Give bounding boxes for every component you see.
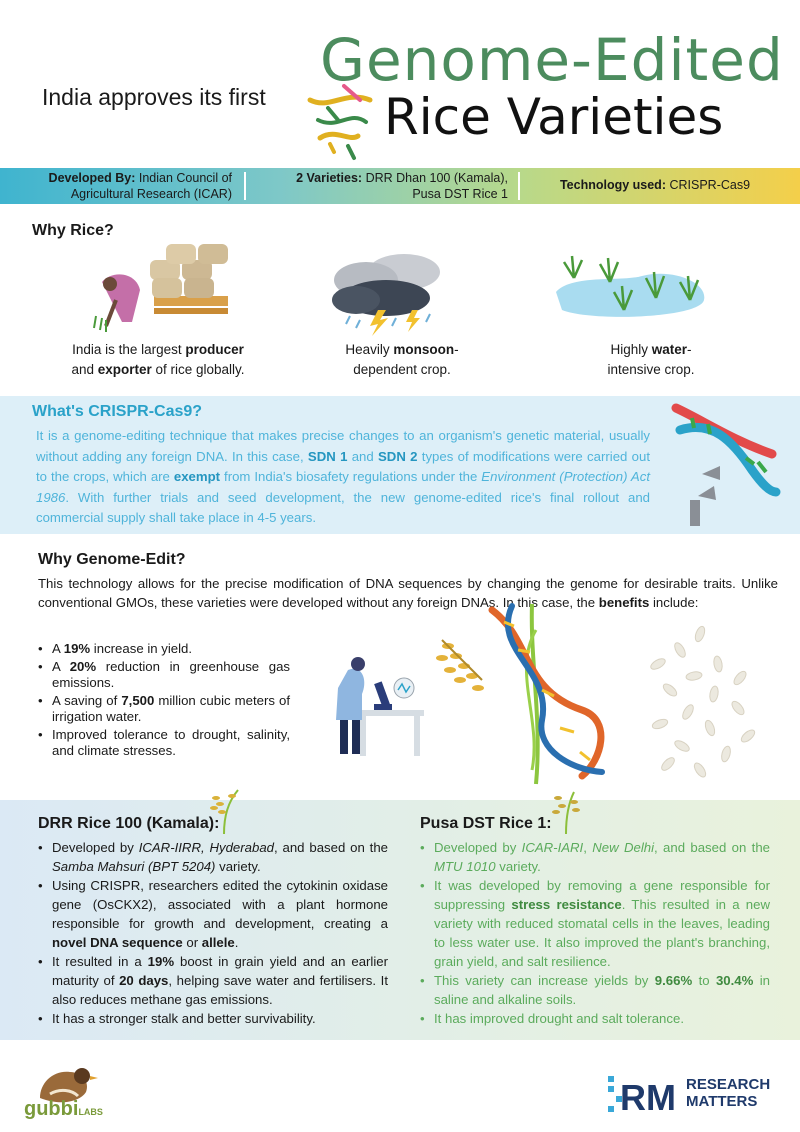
pusa-item: • It was developed by removing a gene responsible for suppressing stress resistance. This resulted in a new variety with reduced stomatal cells in the leaves, leading to less water use. It also improved the plant's branching, grain yield, and salt resilience. [420, 876, 770, 971]
technology-used [530, 177, 780, 193]
drr-item: • It has a stronger stalk and better survivability. [38, 1009, 388, 1028]
pusa-list [420, 838, 770, 1028]
pusa-item: • This variety can increase yields by 9.66% to 30.4% in saline and alkaline soils. [420, 971, 770, 1009]
tech-value: CRISPR-Cas9 [669, 178, 751, 192]
rm-letters: RM [620, 1077, 676, 1116]
header-title-line1: Genome-Edited [320, 26, 784, 94]
research-text: RESEARCH [686, 1076, 771, 1093]
developed-value-2: Agricultural Research (ICAR) [70, 187, 232, 201]
varieties [256, 170, 508, 202]
crispr-text: It is a genome-editing technique that makes precise changes to an organism's genetic material, usually without adding any foreign DNA. In this case, SDN 1 and SDN 2 types of modifications were carried out to the crops, which are exempt from India's biosafety regulations under the Environment (Protection) Act 1986. With further trials and seed development, the new genome-edited rice's final rollout and commercial supply shall take place in 4-5 years. [36, 428, 651, 525]
benefit-item: • A saving of 7,500 million cubic meters of irrigation water. [38, 693, 290, 726]
developed-by [32, 170, 232, 202]
dna-rice-stalk-illustration [432, 600, 632, 786]
varieties-label: 2 Varieties: [296, 171, 363, 185]
drr-title: DRR Rice 100 (Kamala): [38, 815, 220, 832]
genome-edit-text: This technology allows for the precise modification of DNA sequences by changing the genome for desirable traits. Unlike conventional GMOs, these varieties were developed without any foreign DNAs. In this case, the benefits include: [38, 576, 778, 610]
benefit-item: • Improved tolerance to drought, salinity, and climate stresses. [38, 727, 290, 760]
header-subtitle: India approves its first [42, 84, 266, 110]
pusa-item: • Developed by ICAR-IARI, New Delhi, and based on the MTU 1010 variety. [420, 838, 770, 876]
genome-edit-title: Why Genome-Edit? [38, 551, 186, 568]
benefits-list [38, 641, 290, 761]
dna-strand-icon [300, 80, 380, 164]
tech-label: Technology used: [559, 178, 666, 192]
benefit-item: • A 20% reduction in greenhouse gas emissions. [38, 659, 290, 692]
storm-cloud-illustration [326, 250, 448, 336]
gubbi-labs-wordmark [24, 1098, 103, 1121]
crispr-title: What's CRISPR-Cas9? [32, 403, 203, 420]
rice-grains-illustration [640, 624, 766, 782]
scientist-microscope-illustration [328, 654, 428, 758]
why-rice-caption-3: Highly water- intensive crop. [607, 342, 695, 377]
rm-wordmark [686, 1076, 770, 1110]
developed-value-1: Indian Council of [138, 171, 232, 185]
header-title-line2: Rice Varieties [384, 88, 724, 146]
info-strip [0, 168, 800, 204]
research-matters-logo [606, 1072, 776, 1116]
pusa-title: Pusa DST Rice 1: [420, 815, 552, 832]
gubbi-text: gubbi [24, 1098, 79, 1120]
varieties-value-2: Pusa DST Rice 1 [412, 187, 508, 201]
drr-item: • Using CRISPR, researchers edited the cytokinin oxidase gene (OsCKX2), associated with a plant hormone responsible for growth and development, creating a novel DNA sequence or allele. [38, 876, 388, 952]
matters-text: MATTERS [686, 1093, 758, 1110]
drr-list [38, 838, 388, 1028]
farmer-sacks-illustration [92, 242, 242, 338]
crispr-dna-scissors-icon [662, 400, 786, 528]
drr-item: • It resulted in a 19% boost in grain yield and an earlier maturity of 20 days, helping save water and fertilisers. It also reduces methane gas emissions. [38, 952, 388, 1009]
rice-sprig-icon-2 [544, 788, 588, 836]
rice-sprig-icon [202, 786, 246, 836]
rm-mark-icon [606, 1072, 686, 1116]
why-rice-caption-2: Heavily monsoon- dependent crop. [345, 342, 459, 377]
varieties-value-1: DRR Dhan 100 (Kamala), [365, 171, 508, 185]
benefit-item: • A 19% increase in yield. [38, 641, 290, 658]
why-rice-title: Why Rice? [32, 222, 114, 239]
developed-label: Developed By: [48, 171, 136, 185]
labs-text: LABS [78, 1107, 103, 1117]
why-rice-caption-1: India is the largest producer and exporter of rice globally. [71, 342, 245, 377]
paddy-water-illustration [552, 252, 710, 324]
drr-item: • Developed by ICAR-IIRR, Hyderabad, and based on the Samba Mahsuri (BPT 5204) variety. [38, 838, 388, 876]
pusa-item: • It has improved drought and salt tolerance. [420, 1009, 770, 1028]
